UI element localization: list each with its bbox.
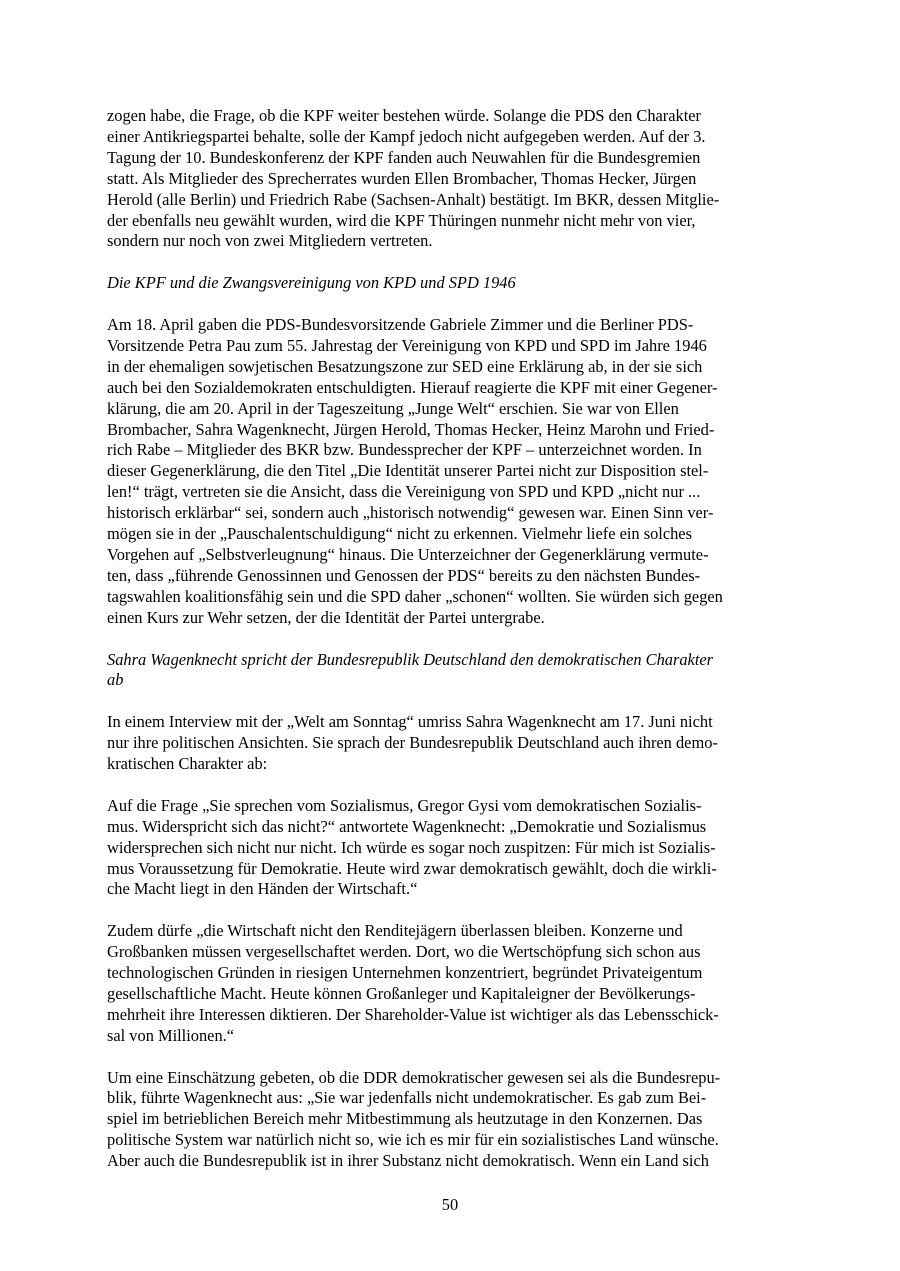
text-line: Herold (alle Berlin) und Friedrich Rabe (Sachsen-Anhalt) bestätigt. Im BKR, dessen Mitglie- xyxy=(107,189,720,209)
text-line: Auf die Frage „Sie sprechen vom Sozialismus, Gregor Gysi vom demokratischen Sozialis- xyxy=(107,795,702,815)
text-line: politische System war natürlich nicht so, wie ich es mir für ein sozialistisches Land wünsche. xyxy=(107,1130,719,1150)
document-page xyxy=(107,106,783,1193)
text-line: zogen habe, die Frage, ob die KPF weiter bestehen würde. Solange die PDS den Charakter xyxy=(107,106,702,125)
text-line: mus Voraussetzung für Demokratie. Heute wird zwar demokratisch gewählt, doch die wirkli- xyxy=(107,858,717,878)
text-line: spiel im betrieblichen Bereich mehr Mitbestimmung als heutzutage in den Konzernen. Das xyxy=(107,1109,703,1129)
text-line: technologischen Gründen in riesigen Unternehmen konzentriert, begründet Privateigentum xyxy=(107,963,703,983)
text-line: mehrheit ihre Interessen diktieren. Der Shareholder-Value ist wichtiger als das Lebensschick- xyxy=(107,1004,719,1024)
page-number: 50 xyxy=(441,1195,459,1214)
text-line: Aber auch die Bundesrepublik ist in ihrer Substanz nicht demokratisch. Wenn ein Land sich xyxy=(107,1151,709,1171)
text-line: mus. Widerspricht sich das nicht?“ antwortete Wagenknecht: „Demokratie und Sozialismus xyxy=(107,816,707,836)
text-line: tagswahlen koalitionsfähig sein und die SPD daher „schonen“ wollten. Sie würden sich gegen xyxy=(107,586,723,606)
text-line: len!“ trägt, vertreten sie die Ansicht, dass die Vereinigung von SPD und KPD „nicht nur ... xyxy=(107,482,701,502)
text-line: widersprechen sich nicht nur nicht. Ich würde es sogar noch zuspitzen: Für mich ist Sozialis- xyxy=(107,837,716,857)
text-line: Großbanken müssen vergesellschaftet werden. Dort, wo die Wertschöpfung sich schon aus xyxy=(107,942,701,962)
text-line: Zudem dürfe „die Wirtschaft nicht den Renditejägern überlassen bleiben. Konzerne und xyxy=(107,921,683,941)
heading-line: ab xyxy=(107,670,124,690)
section-heading-kpf-zwangsvereinigung xyxy=(107,273,783,294)
text-line: Um eine Einschätzung gebeten, ob die DDR demokratischer gewesen sei als die Bundesrepu- xyxy=(107,1067,721,1087)
text-line: Brombacher, Sahra Wagenknecht, Jürgen Herold, Thomas Hecker, Heinz Marohn und Fried- xyxy=(107,419,715,439)
text-line: mögen sie in der „Pauschalentschuldigung“ nicht zu erkennen. Vielmehr liefe ein solches xyxy=(107,524,692,544)
text-line: Am 18. April gaben die PDS-Bundesvorsitzende Gabriele Zimmer und die Berliner PDS- xyxy=(107,315,694,335)
text-line: in der ehemaligen sowjetischen Besatzungszone zur SED eine Erklärung ab, in der sie sich xyxy=(107,356,703,376)
text-line: gesellschaftliche Macht. Heute können Großanleger und Kapitaleigner der Bevölkerungs- xyxy=(107,983,696,1003)
text-line: Vorsitzende Petra Pau zum 55. Jahrestag der Vereinigung von KPD und SPD im Jahre 1946 xyxy=(107,335,707,355)
text-line: einer Antikriegspartei behalte, solle der Kampf jedoch nicht aufgegeben werden. Auf der 3. xyxy=(107,126,706,146)
text-line: Vorgehen auf „Selbstverleugnung“ hinaus. Die Unterzeichner der Gegenerklärung vermute- xyxy=(107,545,709,564)
text-line: che Macht liegt in den Händen der Wirtschaft.“ xyxy=(107,879,418,899)
text-line: blik, führte Wagenknecht aus: „Sie war jedenfalls nicht undemokratischer. Es gab zum Bei- xyxy=(107,1088,707,1108)
heading-line: Sahra Wagenknecht spricht der Bundesrepublik Deutschland den demokratischen Charakter xyxy=(107,649,714,669)
text-line: sal von Millionen.“ xyxy=(107,1025,235,1045)
text-line: In einem Interview mit der „Welt am Sonntag“ umriss Sahra Wagenknecht am 17. Juni nicht xyxy=(107,712,713,732)
text-line: klärung, die am 20. April in der Tageszeitung „Junge Welt“ erschien. Sie war von Ellen xyxy=(107,398,679,418)
text-line: ten, dass „führende Genossinnen und Genossen der PDS“ bereits zu den nächsten Bundes- xyxy=(107,565,701,585)
text-line: einen Kurs zur Wehr setzen, der die Identität der Partei untergrabe. xyxy=(107,607,545,627)
paragraph-3 xyxy=(107,712,783,775)
text-line: rich Rabe – Mitglieder des BKR bzw. Bundessprecher der KPF – unterzeichnet worden. In xyxy=(107,440,702,460)
text-line: historisch erklärbar“ sei, sondern auch „historisch notwendig“ gewesen war. Einen Sinn ver- xyxy=(107,503,714,523)
text-line: kratischen Charakter ab: xyxy=(107,754,268,774)
text-line: Tagung der 10. Bundeskonferenz der KPF fanden auch Neuwahlen für die Bundesgremien xyxy=(107,147,701,167)
text-line: statt. Als Mitglieder des Sprecherrates wurden Ellen Brombacher, Thomas Hecker, Jürgen xyxy=(107,168,697,188)
paragraph-5 xyxy=(107,921,783,1046)
paragraph-6 xyxy=(107,1068,783,1173)
paragraph-4 xyxy=(107,796,783,901)
text-line: dieser Gegenerklärung, die den Titel „Die Identität unserer Partei nicht zur Disposition stel- xyxy=(107,461,709,481)
text-line: nur ihre politischen Ansichten. Sie sprach der Bundesrepublik Deutschland auch ihren demo- xyxy=(107,733,718,753)
section-heading-wagenknecht xyxy=(107,650,783,692)
text-line: der ebenfalls neu gewählt wurden, wird die KPF Thüringen nunmehr nicht mehr von vier, xyxy=(107,210,696,230)
text-line: auch bei den Sozialdemokraten entschuldigten. Hierauf reagierte die KPF mit einer Gegener- xyxy=(107,377,718,397)
text-line: sondern nur noch von zwei Mitgliedern vertreten. xyxy=(107,231,433,251)
paragraph-2 xyxy=(107,315,783,629)
paragraph-1 xyxy=(107,106,783,252)
heading-line: Die KPF und die Zwangsvereinigung von KPD und SPD 1946 xyxy=(107,273,516,293)
